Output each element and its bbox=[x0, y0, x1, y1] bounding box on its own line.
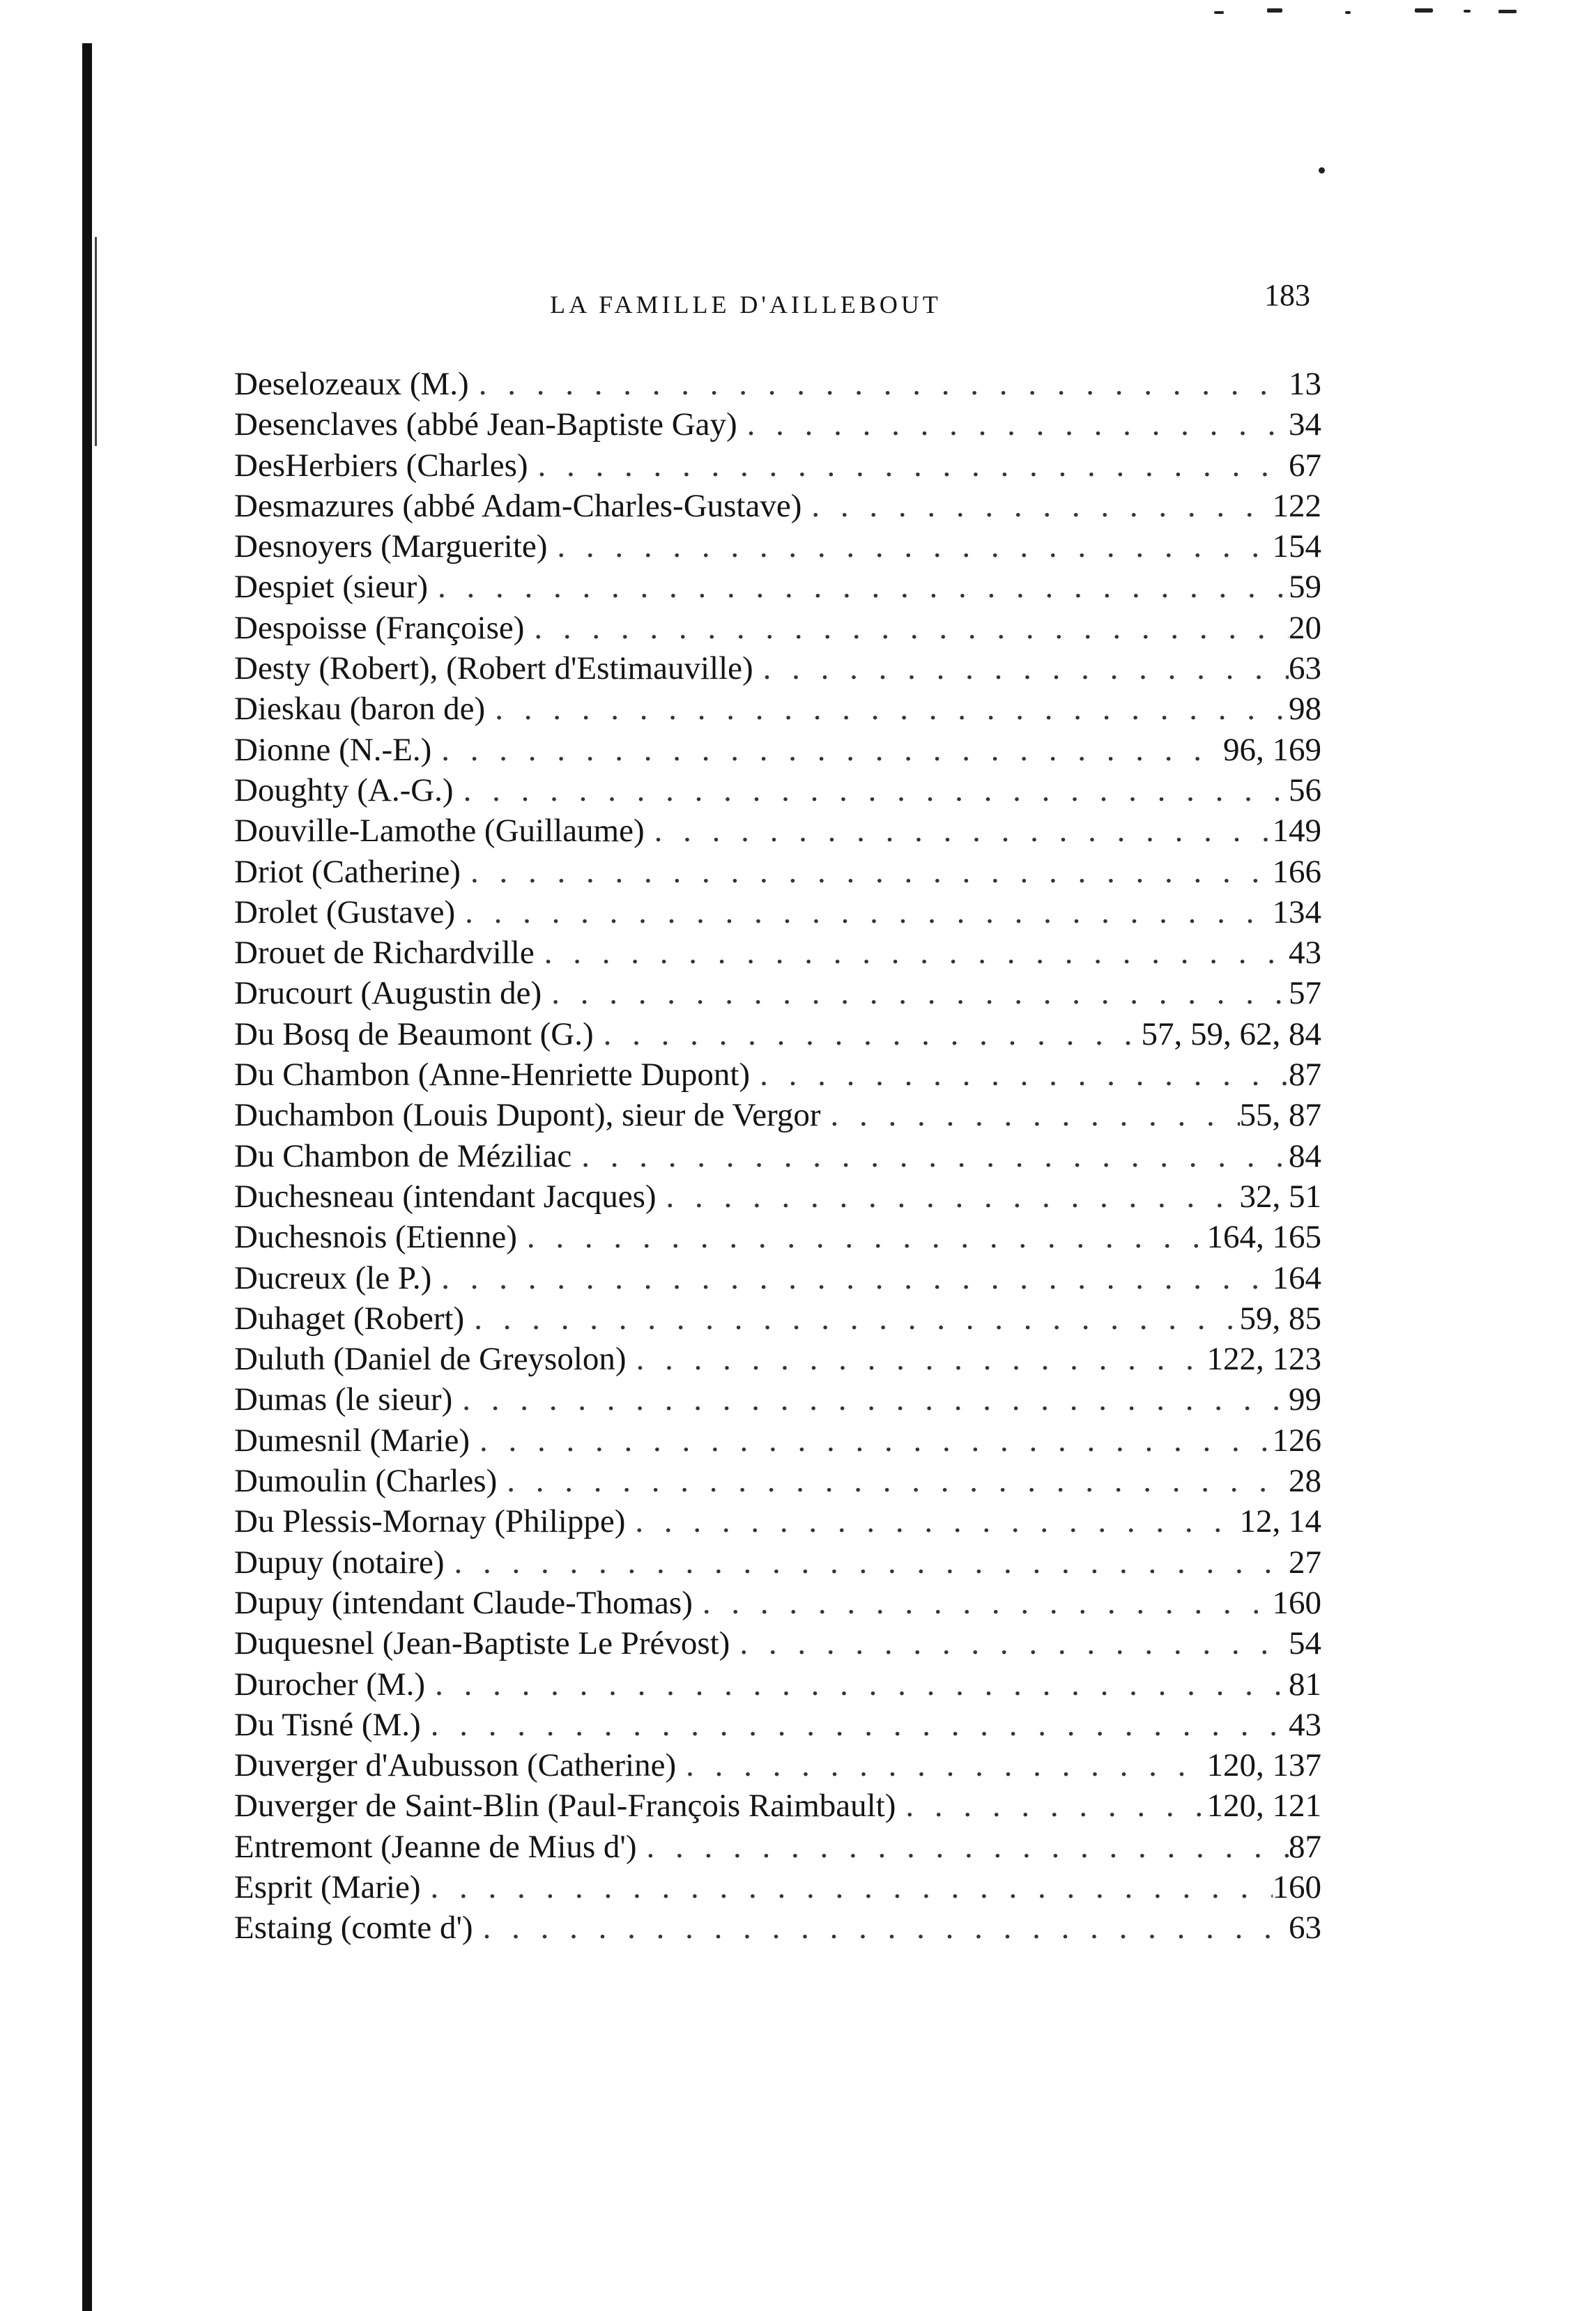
index-entry bbox=[234, 973, 1321, 1013]
index-entry bbox=[234, 445, 1321, 486]
entry-name: Desenclaves (abbé Jean-Baptiste Gay) bbox=[234, 406, 737, 443]
entry-pages: 13 bbox=[1289, 366, 1321, 402]
dot-leader bbox=[455, 892, 1272, 932]
entry-pages: 154 bbox=[1272, 528, 1321, 565]
index-entry bbox=[234, 892, 1321, 932]
entry-name: Dupuy (notaire) bbox=[234, 1544, 445, 1581]
entry-name: Desnoyers (Marguerite) bbox=[234, 528, 548, 565]
dot-leader bbox=[452, 1379, 1289, 1420]
entry-name: Du Tisné (M.) bbox=[234, 1706, 421, 1743]
dot-leader bbox=[594, 1014, 1142, 1054]
entry-pages: 164 bbox=[1272, 1259, 1321, 1296]
entry-pages: 57 bbox=[1289, 975, 1321, 1012]
entry-name: Drolet (Gustave) bbox=[234, 893, 456, 930]
entry-pages: 55, 87 bbox=[1239, 1097, 1321, 1134]
index-entry bbox=[234, 852, 1321, 892]
index-entry bbox=[234, 932, 1321, 973]
index-entry bbox=[234, 404, 1321, 445]
entry-pages: 56 bbox=[1289, 771, 1321, 808]
entry-name: DesHerbiers (Charles) bbox=[234, 447, 528, 484]
dot-leader bbox=[693, 1583, 1273, 1623]
index-entry bbox=[234, 1095, 1321, 1135]
index-list bbox=[234, 364, 1321, 1949]
entry-name: Duchesneau (intendant Jacques) bbox=[234, 1178, 657, 1215]
page-number: 183 bbox=[1264, 278, 1310, 312]
dot-leader bbox=[737, 404, 1289, 445]
dot-leader bbox=[571, 1136, 1289, 1176]
dot-leader bbox=[753, 648, 1289, 689]
dot-leader bbox=[421, 1867, 1273, 1907]
binding-edge bbox=[82, 43, 92, 2311]
entry-pages: 122 bbox=[1272, 487, 1321, 524]
entry-pages: 98 bbox=[1289, 691, 1321, 728]
entry-pages: 12, 14 bbox=[1239, 1503, 1321, 1540]
entry-name: Entremont (Jeanne de Mius d') bbox=[234, 1828, 637, 1865]
scan-speck bbox=[1464, 10, 1471, 13]
dot-leader bbox=[485, 689, 1289, 729]
index-entry bbox=[234, 486, 1321, 526]
entry-name: Deselozeaux (M.) bbox=[234, 366, 469, 402]
entry-name: Du Chambon (Anne-Henriette Dupont) bbox=[234, 1057, 751, 1093]
entry-pages: 96, 169 bbox=[1223, 731, 1321, 768]
entry-name: Duquesnel (Jean-Baptiste Le Prévost) bbox=[234, 1625, 730, 1662]
entry-pages: 63 bbox=[1289, 1910, 1321, 1947]
dot-leader bbox=[645, 811, 1273, 851]
entry-pages: 43 bbox=[1289, 1706, 1321, 1743]
entry-name: Esprit (Marie) bbox=[234, 1868, 421, 1905]
entry-name: Duchesnois (Etienne) bbox=[234, 1219, 517, 1256]
index-entry bbox=[234, 1501, 1321, 1542]
entry-name: Duverger de Saint-Blin (Paul-François Raimbault) bbox=[234, 1788, 896, 1825]
entry-name: Despoisse (Françoise) bbox=[234, 609, 525, 646]
dot-leader bbox=[896, 1786, 1206, 1826]
dot-leader bbox=[821, 1095, 1240, 1135]
scan-speck bbox=[1214, 11, 1224, 14]
index-entry bbox=[234, 1542, 1321, 1583]
entry-name: Duverger d'Aubusson (Catherine) bbox=[234, 1747, 677, 1784]
dot-leader bbox=[627, 1339, 1207, 1379]
dot-leader bbox=[473, 1907, 1289, 1948]
dot-leader bbox=[637, 1827, 1289, 1867]
entry-name: Durocher (M.) bbox=[234, 1666, 426, 1703]
scan-speck bbox=[1498, 10, 1517, 13]
index-entry bbox=[234, 1258, 1321, 1298]
dot-leader bbox=[431, 1258, 1272, 1298]
entry-pages: 57, 59, 62, 84 bbox=[1141, 1015, 1321, 1052]
entry-name: Estaing (comte d') bbox=[234, 1910, 473, 1947]
running-head bbox=[237, 277, 1310, 326]
index-entry bbox=[234, 1379, 1321, 1420]
dot-leader bbox=[428, 567, 1289, 607]
index-entry bbox=[234, 770, 1321, 811]
entry-name: Despiet (sieur) bbox=[234, 569, 428, 606]
index-entry bbox=[234, 1664, 1321, 1705]
entry-pages: 126 bbox=[1272, 1422, 1321, 1459]
entry-name: Dumoulin (Charles) bbox=[234, 1463, 498, 1500]
entry-name: Du Chambon de Méziliac bbox=[234, 1137, 572, 1174]
index-entry bbox=[234, 689, 1321, 729]
entry-name: Dumesnil (Marie) bbox=[234, 1422, 470, 1459]
index-entry bbox=[234, 608, 1321, 648]
index-entry bbox=[234, 1014, 1321, 1054]
index-entry bbox=[234, 1827, 1321, 1867]
entry-pages: 120, 137 bbox=[1206, 1747, 1321, 1784]
entry-pages: 120, 121 bbox=[1206, 1788, 1321, 1825]
index-entry bbox=[234, 1054, 1321, 1095]
dot-leader bbox=[517, 1217, 1207, 1257]
scan-speck bbox=[1415, 8, 1433, 13]
entry-pages: 84 bbox=[1289, 1137, 1321, 1174]
entry-name: Du Bosq de Beaumont (G.) bbox=[234, 1015, 594, 1052]
index-entry bbox=[234, 526, 1321, 567]
entry-pages: 160 bbox=[1272, 1584, 1321, 1621]
entry-name: Du Plessis-Mornay (Philippe) bbox=[234, 1503, 626, 1540]
entry-pages: 160 bbox=[1272, 1868, 1321, 1905]
dot-leader bbox=[421, 1705, 1289, 1745]
dot-leader bbox=[431, 730, 1223, 770]
entry-name: Douville-Lamothe (Guillaume) bbox=[234, 813, 645, 850]
index-entry bbox=[234, 1705, 1321, 1745]
index-entry bbox=[234, 1583, 1321, 1623]
entry-pages: 87 bbox=[1289, 1057, 1321, 1093]
index-entry bbox=[234, 1623, 1321, 1664]
index-entry bbox=[234, 730, 1321, 770]
index-entry bbox=[234, 1867, 1321, 1907]
binding-edge-shadow bbox=[95, 237, 97, 446]
entry-pages: 28 bbox=[1289, 1463, 1321, 1500]
index-entry bbox=[234, 1745, 1321, 1786]
entry-pages: 99 bbox=[1289, 1381, 1321, 1418]
entry-name: Driot (Catherine) bbox=[234, 853, 461, 890]
dot-leader bbox=[470, 1420, 1272, 1461]
dot-leader bbox=[469, 364, 1289, 404]
entry-pages: 164, 165 bbox=[1206, 1219, 1321, 1256]
index-entry bbox=[234, 1217, 1321, 1257]
entry-pages: 166 bbox=[1272, 853, 1321, 890]
dot-leader bbox=[425, 1664, 1289, 1705]
index-entry bbox=[234, 1907, 1321, 1948]
entry-name: Desty (Robert), (Robert d'Estimauville) bbox=[234, 650, 753, 687]
index-entry bbox=[234, 811, 1321, 851]
entry-name: Doughty (A.-G.) bbox=[234, 771, 454, 808]
entry-name: Duhaget (Robert) bbox=[234, 1300, 465, 1337]
dot-leader bbox=[464, 1298, 1239, 1339]
dot-leader bbox=[497, 1461, 1289, 1501]
entry-name: Drucourt (Augustin de) bbox=[234, 975, 542, 1012]
dot-leader bbox=[657, 1176, 1240, 1217]
dot-leader bbox=[625, 1501, 1239, 1542]
scan-speck bbox=[1267, 8, 1282, 13]
entry-name: Dumas (le sieur) bbox=[234, 1381, 453, 1418]
entry-pages: 63 bbox=[1289, 650, 1321, 687]
dot-leader bbox=[547, 526, 1272, 567]
entry-pages: 34 bbox=[1289, 406, 1321, 443]
dot-leader bbox=[461, 852, 1273, 892]
dot-leader bbox=[542, 973, 1289, 1013]
dot-leader bbox=[524, 608, 1289, 648]
entry-name: Desmazures (abbé Adam-Charles-Gustave) bbox=[234, 487, 802, 524]
scan-speck bbox=[1345, 11, 1351, 14]
entry-pages: 59, 85 bbox=[1239, 1300, 1321, 1337]
entry-pages: 43 bbox=[1289, 935, 1321, 972]
dot-leader bbox=[454, 770, 1289, 811]
index-entry bbox=[234, 1420, 1321, 1461]
entry-pages: 54 bbox=[1289, 1625, 1321, 1662]
running-title: LA FAMILLE D'AILLEBOUT bbox=[550, 291, 942, 318]
entry-pages: 149 bbox=[1272, 813, 1321, 850]
index-entry bbox=[234, 364, 1321, 404]
dot-leader bbox=[535, 932, 1289, 973]
entry-pages: 32, 51 bbox=[1239, 1178, 1321, 1215]
entry-name: Drouet de Richardville bbox=[234, 935, 535, 972]
entry-pages: 81 bbox=[1289, 1666, 1321, 1703]
dot-leader bbox=[676, 1745, 1206, 1786]
index-entry bbox=[234, 1136, 1321, 1176]
entry-pages: 87 bbox=[1289, 1828, 1321, 1865]
dot-leader bbox=[730, 1623, 1289, 1664]
dot-leader bbox=[444, 1542, 1289, 1583]
dot-leader bbox=[801, 486, 1272, 526]
entry-pages: 134 bbox=[1272, 893, 1321, 930]
index-entry bbox=[234, 648, 1321, 689]
index-entry bbox=[234, 1339, 1321, 1379]
entry-pages: 122, 123 bbox=[1206, 1341, 1321, 1378]
entry-name: Dionne (N.-E.) bbox=[234, 731, 432, 768]
dot-leader bbox=[750, 1054, 1289, 1095]
entry-name: Dupuy (intendant Claude-Thomas) bbox=[234, 1584, 693, 1621]
entry-name: Duluth (Daniel de Greysolon) bbox=[234, 1341, 627, 1378]
entry-pages: 59 bbox=[1289, 569, 1321, 606]
index-entry bbox=[234, 1786, 1321, 1826]
index-entry bbox=[234, 567, 1321, 607]
entry-pages: 67 bbox=[1289, 447, 1321, 484]
entry-name: Ducreux (le P.) bbox=[234, 1259, 432, 1296]
entry-pages: 27 bbox=[1289, 1544, 1321, 1581]
entry-name: Duchambon (Louis Dupont), sieur de Vergor bbox=[234, 1097, 821, 1134]
scan-speck bbox=[1319, 167, 1325, 174]
index-entry bbox=[234, 1461, 1321, 1501]
dot-leader bbox=[528, 445, 1289, 486]
entry-name: Dieskau (baron de) bbox=[234, 691, 486, 728]
entry-pages: 20 bbox=[1289, 609, 1321, 646]
index-entry bbox=[234, 1176, 1321, 1217]
index-entry bbox=[234, 1298, 1321, 1339]
